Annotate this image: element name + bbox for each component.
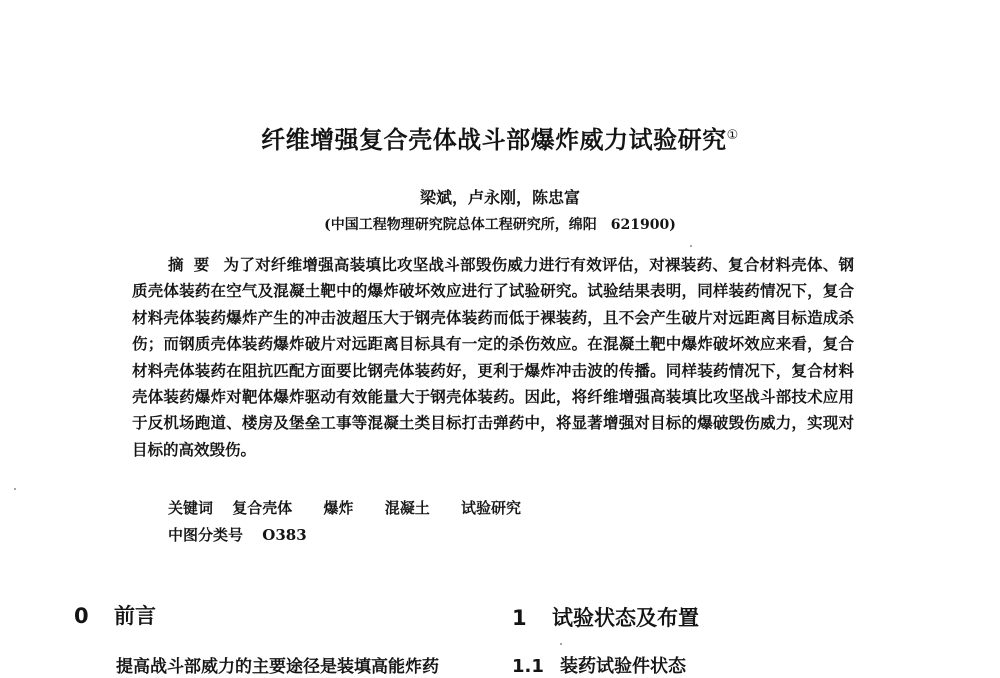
- subsection-title: 装药试验件状态: [560, 656, 686, 677]
- title-footnote-mark: ①: [726, 128, 739, 143]
- affiliation: (中国工程物理研究院总体工程研究所，绵阳 621900): [324, 217, 676, 233]
- classification: [168, 524, 307, 545]
- author-list: 梁斌，卢永刚，陈忠富: [419, 188, 580, 207]
- scan-speck: [14, 488, 16, 490]
- keywords-list: [232, 499, 547, 517]
- section-title: 试验状态及布置: [552, 606, 699, 630]
- paper-title: [0, 120, 1000, 155]
- section-title: 前言: [114, 604, 156, 628]
- abstract: [132, 252, 854, 463]
- scan-speck: [690, 245, 692, 247]
- body-paragraph: 提高战斗部威力的主要途径是装填高能炸药: [116, 657, 439, 677]
- keyword: 试验研究: [461, 499, 522, 517]
- title-text: 纤维增强复合壳体战斗部爆炸威力试验研究: [261, 126, 727, 154]
- section-heading-setup: [512, 602, 699, 632]
- keyword: 爆炸: [323, 499, 354, 517]
- abstract-text: 为了对纤维增强高装填比攻坚战斗部毁伤威力进行有效评估，对裸装药、复合材料壳体、钢质壳体装药在空气及混凝土靶中的爆炸破坏效应进行了试验研究。试验结果表明，同样装药情况下，复合材料壳体装药爆炸产生的冲击波超压大于钢壳体装药而低于裸装药，且不会产生破片对远距离目标造成杀伤；而钢质壳体装药爆炸破片对远距离目标具有一定的杀伤效应。在混凝土靶中爆炸破坏效应来看，复合材料壳体装药在阻抗匹配方面要比钢壳体装药好，更利于爆炸冲击波的传播。同样装药情况下，复合材料壳体装药爆炸对靶体爆炸驱动有效能量大于钢壳体装药。因此，将纤维增强高装填比攻坚战斗部技术应用于反机场跑道、楼房及堡垒工事等混凝土类目标打击弹药中，将显著增强对目标的爆破毁伤威力，实现对目标的高效毁伤。: [132, 255, 854, 459]
- keyword: 复合壳体: [232, 499, 293, 517]
- keyword: 混凝土: [384, 499, 430, 517]
- scan-speck: [560, 643, 562, 645]
- abstract-label: 摘要: [168, 256, 220, 274]
- section-heading-intro: [74, 600, 156, 630]
- section-number: 1: [512, 606, 527, 630]
- classification-code: O383: [262, 526, 307, 544]
- keywords: [168, 497, 547, 518]
- subsection-number: 1.1: [512, 656, 544, 677]
- classification-label: 中图分类号: [168, 526, 244, 544]
- section-number: 0: [74, 604, 89, 628]
- subsection-heading: [512, 652, 686, 678]
- keywords-label: 关键词: [168, 499, 214, 517]
